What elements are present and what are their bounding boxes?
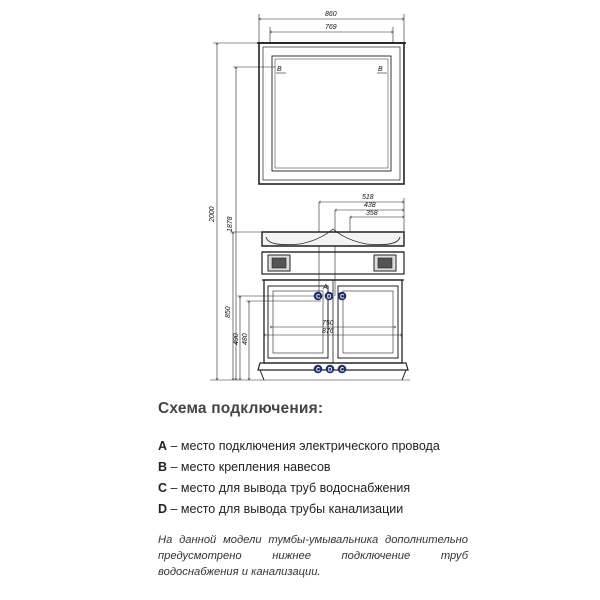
legend-item-a bbox=[158, 436, 558, 457]
marker-b-right: B bbox=[378, 66, 383, 73]
installation-note: На данной модели тумбы-умывальника дополнительно предусмотрено нижнее подключение труб водоснабжения и канализации. bbox=[158, 534, 468, 578]
dim-mirror-hook-height: 1878 bbox=[227, 216, 234, 232]
mirror bbox=[257, 43, 406, 184]
mirror-hanger-marker-right bbox=[377, 66, 387, 73]
legend-item-b bbox=[158, 457, 558, 478]
dim-counter-height: 850 bbox=[225, 306, 232, 318]
legend-title: Схема подключения: bbox=[158, 400, 324, 417]
mirror-hanger-marker-left bbox=[276, 66, 286, 73]
legend-key-b: B bbox=[158, 460, 168, 474]
legend-text-b: – место крепления навесов bbox=[167, 460, 331, 474]
marker-d-upper: D bbox=[327, 294, 332, 301]
marker-c-lower-right: C bbox=[340, 367, 345, 374]
dim-outlet-height-2: 480 bbox=[242, 333, 249, 345]
legend-key-c: C bbox=[158, 481, 168, 495]
dim-depth-3: 358 bbox=[366, 210, 378, 217]
marker-c-upper-right: C bbox=[340, 294, 345, 301]
legend-text-a: – место подключения электрического провода bbox=[167, 439, 440, 453]
legend-item-c bbox=[158, 478, 558, 499]
depth-dimensions bbox=[319, 198, 404, 296]
dim-cabinet-inner-width: 750 bbox=[322, 320, 334, 327]
marker-a: A bbox=[323, 284, 328, 291]
vanity-cabinet bbox=[258, 229, 408, 380]
dim-mirror-outer-width: 860 bbox=[325, 11, 337, 18]
dim-cabinet-outer-width: 876 bbox=[322, 328, 334, 335]
dim-mirror-inner-width: 769 bbox=[325, 24, 337, 31]
dim-depth-2: 438 bbox=[364, 202, 376, 209]
dim-outlet-height-1: 490 bbox=[233, 333, 240, 345]
legend-text-d: – место для вывода трубы канализации bbox=[167, 502, 404, 516]
connection-markers-lower bbox=[314, 365, 347, 374]
marker-c-upper-left: C bbox=[316, 294, 321, 301]
connection-markers-upper bbox=[314, 292, 347, 301]
connection-legend bbox=[158, 400, 558, 520]
marker-d-lower: D bbox=[328, 367, 333, 374]
legend-key-d: D bbox=[158, 502, 168, 516]
marker-c-lower-left: C bbox=[316, 367, 321, 374]
legend-text-c: – место для вывода труб водоснабжения bbox=[167, 481, 411, 495]
legend-item-d bbox=[158, 499, 558, 520]
marker-b-left: B bbox=[277, 66, 282, 73]
legend-key-a: A bbox=[158, 439, 168, 453]
height-dimensions bbox=[210, 43, 410, 380]
dim-depth-1: 518 bbox=[362, 194, 374, 201]
dim-total-height: 2000 bbox=[209, 206, 216, 222]
